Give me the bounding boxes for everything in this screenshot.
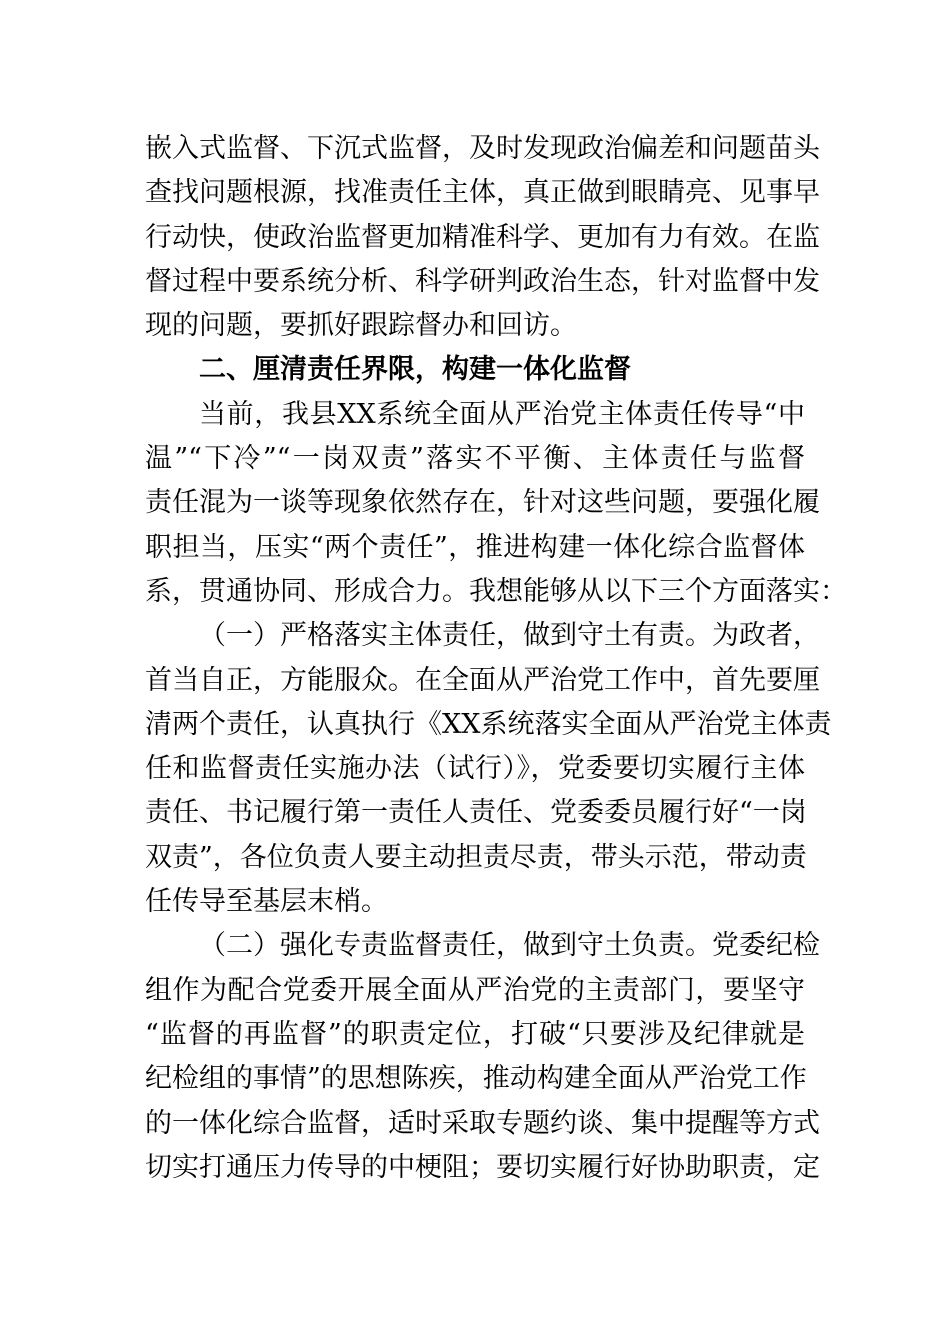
paragraph-line: 责任混为一谈等现象依然存在，针对这些问题，要强化履	[145, 487, 820, 519]
paragraph-line: “监督的再监督”的职责定位，打破“只要涉及纪律就是	[145, 1018, 805, 1050]
paragraph-line: 职担当，压实“两个责任”，推进构建一体化综合监督体	[145, 531, 805, 563]
paragraph-line: 任传导至基层末梢。	[145, 886, 388, 918]
paragraph-line: 系，贯通协同、形成合力。我想能够从以下三个方面落实：	[145, 575, 847, 607]
paragraph-line: 嵌入式监督、下沉式监督，及时发现政治偏差和问题苗头	[145, 133, 820, 164]
paragraph-line: 查找问题根源，找准责任主体，真正做到眼睛亮、见事早	[145, 177, 820, 209]
document-body	[145, 127, 847, 1190]
paragraph-line: 切实打通压力传导的中梗阻；要切实履行好协助职责，定	[145, 1151, 820, 1183]
paragraph-line: 现的问题，要抓好跟踪督办和回访。	[145, 310, 577, 342]
paragraph-line: 双责”，各位负责人要主动担责尽责，带头示范，带动责	[145, 841, 807, 873]
paragraph-line: 纪检组的事情”的思想陈疾，推动构建全面从严治党工作	[145, 1063, 807, 1095]
paragraph-line: （二）强化专责监督责任，做到守土负责。党委纪检	[199, 930, 820, 962]
paragraph-line: 行动快，使政治监督更加精准科学、更加有力有效。在监	[145, 221, 820, 253]
paragraph-line: 清两个责任，认真执行《XX系统落实全面从严治党主体责	[145, 708, 832, 740]
paragraph-line: 任和监督责任实施办法（试行）》，党委要切实履行主体	[145, 753, 805, 785]
section-heading: 二、厘清责任界限，构建一体化监督	[199, 354, 631, 386]
paragraph-line: 当前，我县XX系统全面从严治党主体责任传导“中	[199, 398, 805, 430]
paragraph-line: 督过程中要系统分析、科学研判政治生态，针对监督中发	[145, 265, 820, 297]
paragraph-line: 温”“下冷”“一岗双责”落实不平衡、主体责任与监督	[145, 443, 805, 475]
paragraph-line: 组作为配合党委开展全面从严治党的主责部门，要坚守	[145, 974, 805, 1006]
paragraph-line: 责任、书记履行第一责任人责任、党委委员履行好“一岗	[145, 797, 807, 829]
paragraph-line: 的一体化综合监督，适时采取专题约谈、集中提醒等方式	[145, 1107, 820, 1139]
paragraph-line: 首当自正，方能服众。在全面从严治党工作中，首先要厘	[145, 664, 820, 696]
paragraph-line: （一）严格落实主体责任，做到守土有责。为政者，	[199, 620, 820, 652]
